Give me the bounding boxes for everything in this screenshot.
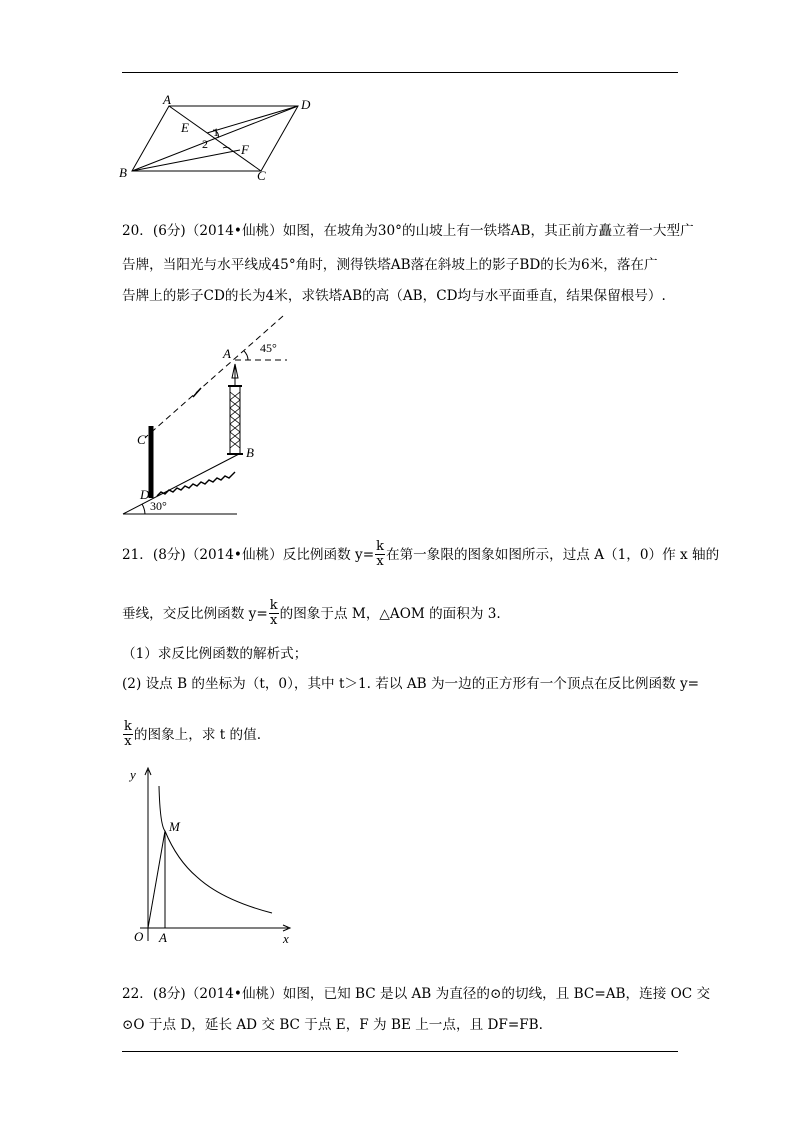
label-b: B — [246, 445, 254, 460]
tower-slope-figure — [115, 308, 295, 518]
fraction-numerator: k — [376, 539, 384, 554]
ray-arrow — [193, 388, 201, 397]
label-x: x — [283, 931, 289, 946]
slope-line — [123, 454, 239, 514]
problem-20-line-3: 告牌上的影子CD的长为4米，求铁塔AB的高（AB，CD均与水平面垂直，结果保留根号）. — [122, 288, 666, 304]
label-angle-45: 45° — [260, 341, 277, 355]
problem-21-line-1 — [122, 539, 720, 569]
label-y: y — [130, 767, 136, 782]
problem-21-text-d: 的图象于点 M，△AOM 的面积为 3. — [279, 606, 501, 622]
label-a: A — [163, 92, 171, 107]
angle-2-arc — [223, 147, 231, 150]
fraction-numerator: k — [269, 598, 278, 613]
problem-21-sub-1: （1）求反比例函数的解析式； — [122, 646, 308, 662]
problem-20-line-2: 告牌，当阳光与水平线成45°角时，测得铁塔AB落在斜坡上的影子BD的长为6米，落在广 — [122, 257, 658, 273]
problem-20-line-1: 20．(6分)（2014•仙桃）如图，在坡角为30°的山坡上有一铁塔AB，其正前方矗立着一大型广 — [122, 223, 694, 239]
label-d: D — [140, 487, 150, 502]
problem-21-text-c: 垂线，交反比例函数 y= — [122, 606, 268, 622]
header-rule — [122, 72, 678, 73]
footer-rule — [122, 1051, 678, 1052]
problem-21-sub-2: (2) 设点 B 的坐标为（t，0），其中 t＞1. 若以 AB 为一边的正方形有一个顶点在反比例函数 y= — [122, 676, 700, 692]
label-e: E — [181, 120, 189, 135]
problem-21-sub-2-end-text: 的图象上，求 t 的值. — [133, 727, 262, 743]
parallelogram-figure — [115, 92, 320, 184]
fraction-numerator: k — [124, 719, 132, 734]
label-d: D — [301, 97, 311, 112]
problem-21-line-2 — [122, 598, 501, 628]
segment-om — [148, 831, 165, 928]
tower-lattice — [230, 392, 240, 448]
label-o: O — [134, 929, 144, 944]
segment-bf — [132, 150, 240, 171]
problem-21-sub-2-end — [122, 719, 261, 751]
label-c: C — [257, 168, 266, 183]
label-angle-2: 2 — [202, 137, 208, 151]
label-angle-30: 30° — [150, 499, 167, 513]
fraction-denominator: x — [124, 734, 132, 749]
label-b: B — [119, 165, 127, 180]
fraction-denominator: x — [270, 613, 278, 628]
segment-de — [207, 106, 298, 133]
sun-ray — [147, 316, 283, 436]
problem-21-text-a: 21．(8分)（2014•仙桃）反比例函数 y= — [122, 547, 375, 563]
label-a: A — [223, 346, 231, 361]
fraction-denominator: x — [376, 554, 384, 569]
label-m: M — [169, 819, 180, 834]
problem-21-text-b: 在第一象限的图象如图所示，过点 A（1，0）作 x 轴的 — [385, 547, 720, 563]
fraction-k-over-x — [123, 720, 133, 749]
angle-45-arc — [244, 351, 248, 360]
problem-22-line-2: ⊙O 于点 D，延长 AD 交 BC 于点 E，F 为 BE 上一点，且 DF=FB. — [122, 1017, 543, 1033]
label-c: C — [137, 432, 146, 447]
label-angle-1: 1 — [213, 125, 219, 139]
angle-30-arc — [142, 504, 145, 514]
fraction-k-over-x — [269, 599, 279, 628]
fraction-k-over-x — [375, 540, 385, 569]
label-f: F — [241, 142, 249, 157]
hyperbola-figure — [112, 765, 302, 950]
tower-shadow — [157, 472, 235, 496]
problem-22-line-1: 22．(8分)（2014•仙桃）如图，已知 BC 是以 AB 为直径的⊙的切线，且 BC=AB，连接 OC 交 — [122, 986, 711, 1002]
label-a: A — [159, 930, 167, 945]
hyperbola-curve — [159, 786, 272, 913]
